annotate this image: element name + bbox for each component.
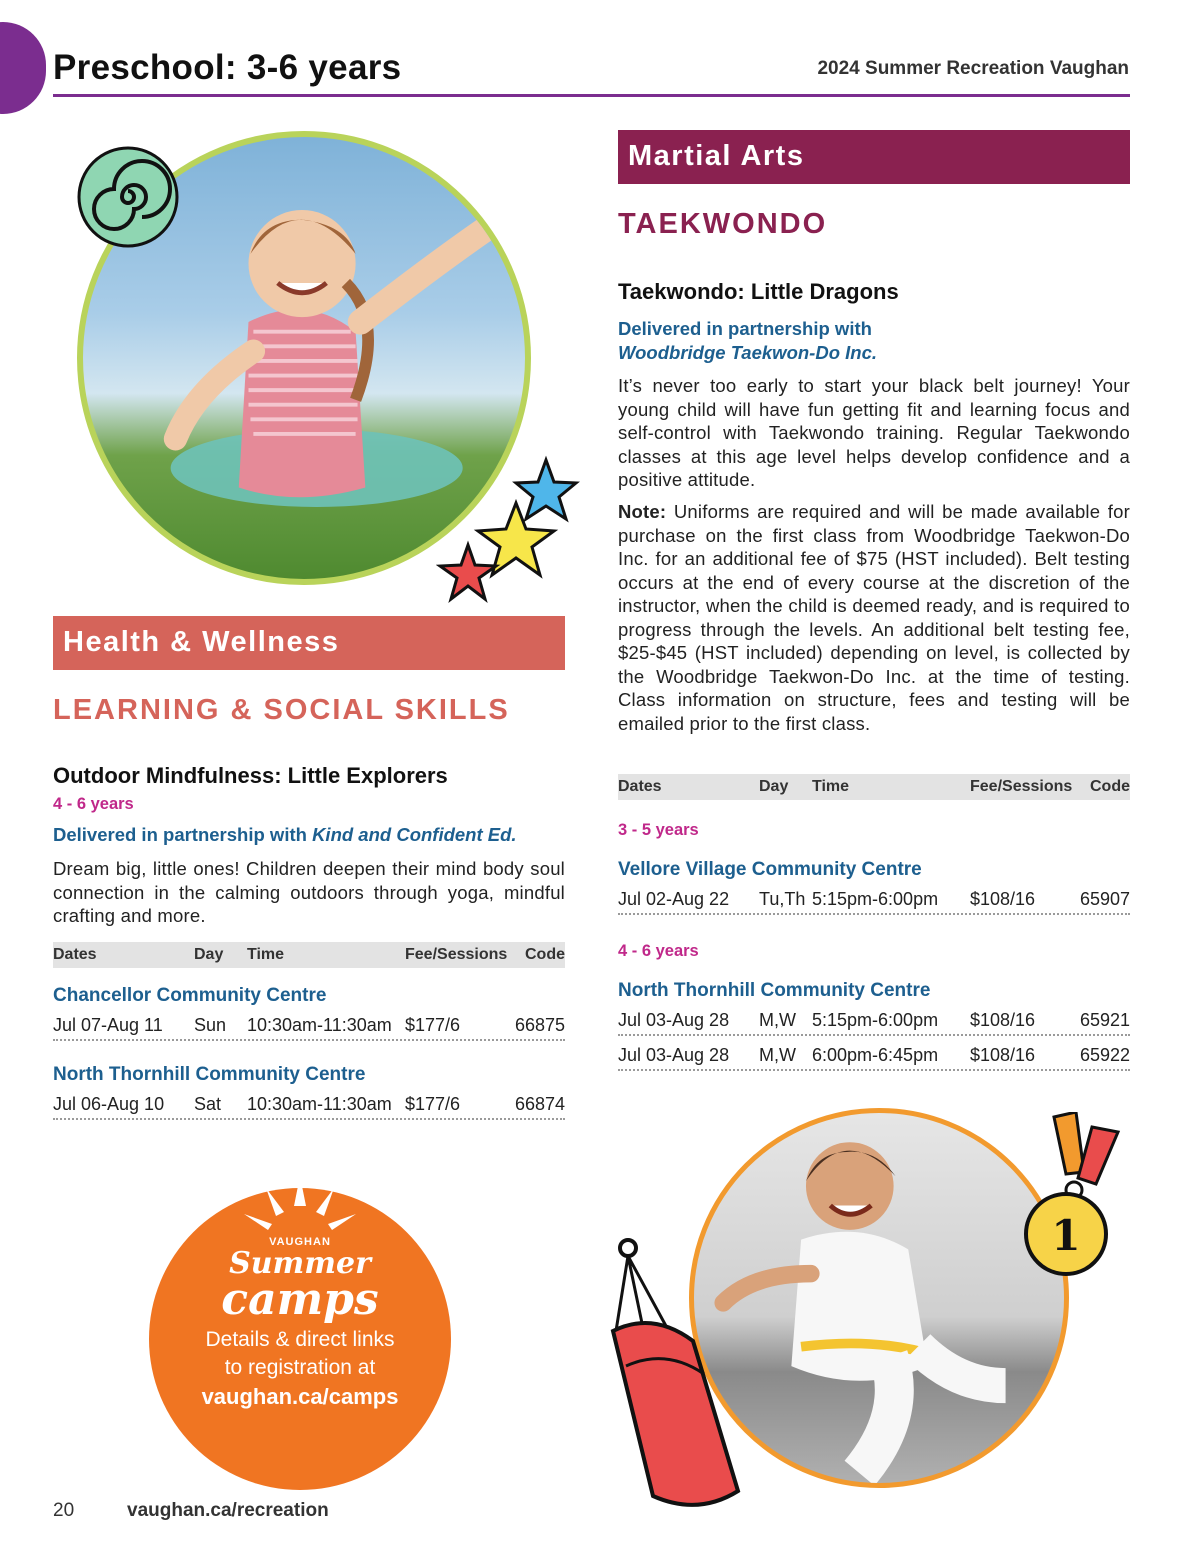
medal-icon	[1014, 1112, 1134, 1280]
footer-url[interactable]: vaughan.ca/recreation	[127, 1500, 329, 1521]
location-name: Vellore Village Community Centre	[618, 859, 922, 880]
age-range: 4 - 6 years	[618, 942, 699, 960]
row-time: 5:15pm-6:00pm	[812, 1010, 939, 1030]
row-code[interactable]: 65922	[1079, 1045, 1130, 1065]
row-day: Sun	[194, 1015, 227, 1035]
little-dragons-title: Taekwondo: Little Dragons	[618, 279, 899, 304]
learning-social-skills-heading: LEARNING & SOCIAL SKILLS	[53, 694, 510, 726]
camps-registration-line: to registration at	[224, 1356, 376, 1379]
age-range: 3 - 5 years	[618, 821, 699, 839]
stars-icon	[436, 455, 586, 605]
row-fee: $108/16	[970, 889, 1036, 909]
schedule-table-header	[618, 774, 1130, 800]
row-dates: Jul 03-Aug 28	[618, 1045, 730, 1065]
health-wellness-bar: Health & Wellness	[53, 616, 565, 670]
medal-number: 1	[1051, 1211, 1081, 1260]
table-row	[53, 1011, 565, 1041]
partner-name: Kind and Confident Ed.	[312, 824, 517, 845]
table-row	[53, 1090, 565, 1120]
martial-arts-bar: Martial Arts	[618, 130, 1130, 184]
row-fee: $177/6	[405, 1094, 461, 1114]
partner-line	[618, 317, 1118, 365]
row-fee: $108/16	[970, 1010, 1036, 1030]
camps-camps-word: camps	[221, 1274, 379, 1325]
partner-prefix: Delivered in partnership with	[618, 318, 872, 339]
col-code: Code	[1090, 778, 1130, 795]
camps-summer-word: Summer	[229, 1246, 371, 1281]
outdoor-mindfulness-title: Outdoor Mindfulness: Little Explorers	[53, 763, 448, 788]
row-dates: Jul 02-Aug 22	[618, 889, 730, 909]
program-note	[618, 500, 1130, 735]
row-time: 5:15pm-6:00pm	[812, 889, 939, 909]
row-day: M,W	[759, 1045, 796, 1065]
row-day: M,W	[759, 1010, 796, 1030]
row-dates: Jul 07-Aug 11	[53, 1015, 163, 1035]
program-description: Dream big, little ones! Children deepen their mind body soul connection in the calming outdoors through yoga, mindful crafting and more.	[53, 858, 565, 926]
row-code[interactable]: 65907	[1079, 889, 1130, 909]
row-code[interactable]: 66875	[514, 1015, 565, 1035]
header-rule	[53, 94, 1130, 97]
note-text: Uniforms are required and will be made available for purchase on the first class from Woodbridge Taekwon-Do Inc. for an additional fee of $75 (HST included). Belt testing occurs at the end of every course at the discretion of the instructor, when the child is deemed ready, and is required to progress through the levels. An additional belt testing fee, $25-$45 (HST included) depending on level, is collected by the Woodbridge Taekwon-Do Inc. at the time of testing. Class information on structure, fees and testing will be emailed prior to the first class.	[618, 501, 1131, 734]
taekwondo-heading: TAEKWONDO	[618, 208, 828, 240]
location-name: Chancellor Community Centre	[53, 985, 327, 1006]
col-code: Code	[525, 946, 565, 963]
page-title: Preschool: 3-6 years	[53, 48, 402, 87]
col-time: Time	[812, 778, 850, 795]
row-fee: $108/16	[970, 1045, 1036, 1065]
summer-camps-badge[interactable]	[149, 1188, 451, 1490]
row-code[interactable]: 66874	[514, 1094, 565, 1114]
row-day: Sat	[194, 1094, 222, 1114]
row-dates: Jul 06-Aug 10	[53, 1094, 165, 1114]
spiral-icon	[76, 145, 180, 249]
col-day: Day	[759, 778, 789, 795]
col-dates: Dates	[53, 946, 97, 963]
camps-details-line: Details & direct links	[205, 1328, 395, 1351]
camps-link[interactable]: vaughan.ca/camps	[201, 1384, 399, 1409]
table-row	[618, 1006, 1130, 1036]
row-fee: $177/6	[405, 1015, 461, 1035]
row-time: 10:30am-11:30am	[247, 1015, 392, 1035]
punching-bag-icon	[608, 1236, 758, 1526]
col-day: Day	[194, 946, 224, 963]
col-fee: Fee/Sessions	[970, 778, 1073, 795]
note-label: Note:	[618, 501, 667, 522]
camps-vaughan-label: VAUGHAN	[269, 1236, 331, 1248]
partner-prefix: Delivered in partnership with	[53, 824, 307, 845]
sun-rays-icon	[244, 1176, 356, 1236]
col-dates: Dates	[618, 778, 662, 795]
table-row	[618, 885, 1130, 915]
row-dates: Jul 03-Aug 28	[618, 1010, 730, 1030]
publication-title: 2024 Summer Recreation Vaughan	[817, 58, 1129, 79]
row-time: 10:30am-11:30am	[247, 1094, 392, 1114]
row-code[interactable]: 65921	[1079, 1010, 1130, 1030]
table-row	[618, 1041, 1130, 1071]
location-name: North Thornhill Community Centre	[53, 1064, 366, 1085]
age-range: 4 - 6 years	[53, 795, 134, 813]
row-day: Tu,Th	[759, 889, 806, 909]
schedule-table-header	[53, 942, 565, 968]
row-time: 6:00pm-6:45pm	[812, 1045, 939, 1065]
col-time: Time	[247, 946, 285, 963]
partner-name: Woodbridge Taekwon-Do Inc.	[618, 342, 877, 363]
col-fee: Fee/Sessions	[405, 946, 508, 963]
corner-tab	[0, 22, 46, 114]
program-description: It’s never too early to start your black belt journey! Your young child will have fun getting fit and learning focus and self-control with Taekwondo training. Regular Taekwondo classes at this age level helps develop confidence and a positive attitude.	[618, 375, 1130, 490]
page-number: 20	[53, 1500, 75, 1521]
location-name: North Thornhill Community Centre	[618, 980, 931, 1001]
partner-line	[53, 823, 573, 847]
